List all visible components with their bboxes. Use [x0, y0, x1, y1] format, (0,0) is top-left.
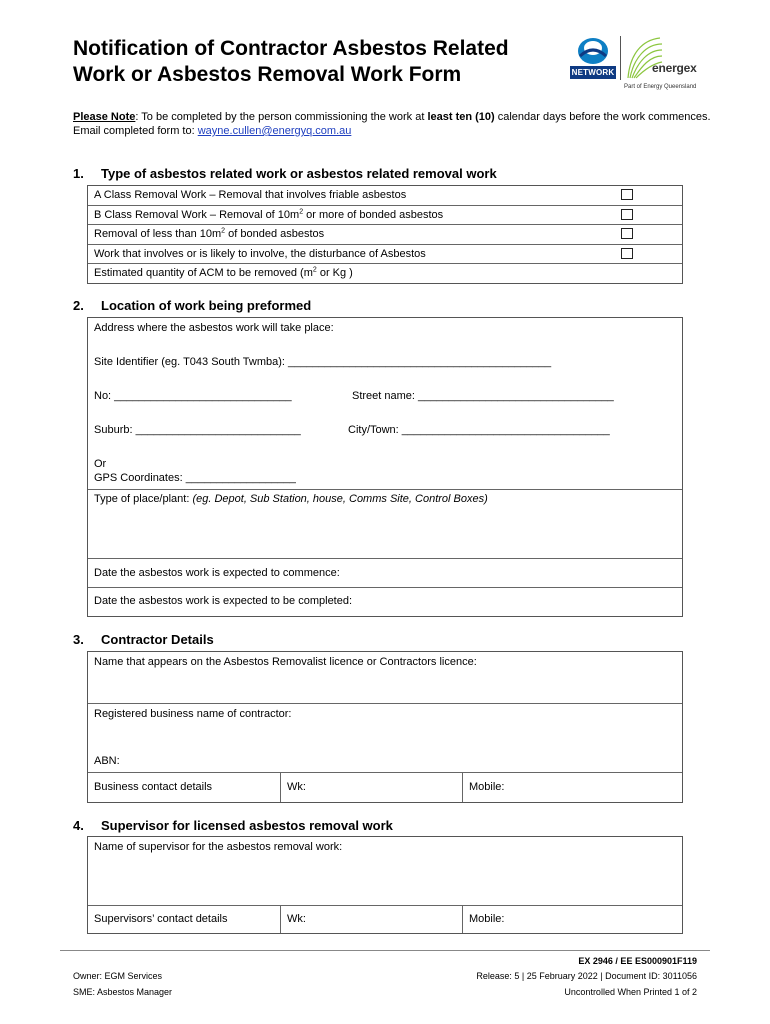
address-cell[interactable] [88, 318, 682, 490]
section-4-title: Supervisor for licensed asbestos removal work [101, 818, 393, 833]
section-1-title: Type of asbestos related work or asbestos related removal work [101, 166, 497, 181]
release-text: Release: 5 | 25 February 2022 | Document ID: 3011056 [476, 971, 697, 981]
energex-logo-text: energex [652, 61, 697, 75]
supervisor-wk-field[interactable]: Wk: [287, 913, 306, 925]
section-4-number: 4. [73, 818, 84, 833]
section-2-table [87, 317, 683, 617]
city-town-field[interactable]: City/Town: __________________________________ [348, 424, 610, 436]
cell-divider [462, 906, 463, 933]
commence-date-label: Date the asbestos work is expected to commence: [94, 567, 340, 579]
business-contact-label: Business contact details [94, 781, 213, 793]
place-type-label: Type of place/plant: (eg. Depot, Sub Station, house, Comms Site, Control Boxes) [94, 493, 488, 505]
note-text-before: : To be completed by the person commissioning the work at [135, 111, 428, 123]
uncontrolled-text: Uncontrolled When Printed 1 of 2 [564, 987, 697, 997]
licence-name-label: Name that appears on the Asbestos Removalist licence or Contractors licence: [94, 656, 477, 668]
section-4-table [87, 836, 683, 934]
work-type-less-label: Removal of less than $10m^2$ of bonded asbestos [94, 227, 325, 240]
section-2-heading [73, 298, 311, 314]
supervisor-contact-label: Supervisors’ contact details [94, 913, 228, 925]
section-3-number: 3. [73, 632, 84, 647]
logo-tagline: Part of Energy Queensland [624, 84, 697, 90]
work-type-row [88, 225, 682, 245]
supervisor-name-cell[interactable] [88, 837, 682, 906]
supervisor-name-label: Name of supervisor for the asbestos removal work: [94, 841, 343, 853]
section-3-table [87, 651, 683, 803]
work-type-b-checkbox[interactable] [621, 209, 633, 220]
note-bold-text: least ten (10) [427, 111, 495, 123]
place-type-example: (eg. Depot, Sub Station, house, Comms Site, Control Boxes) [192, 493, 488, 505]
work-type-disturbance-checkbox[interactable] [621, 248, 633, 259]
street-number-field[interactable]: No: _____________________________ [94, 390, 292, 402]
ergon-logo [570, 36, 614, 80]
page-title [73, 36, 563, 88]
acm-quantity-row[interactable] [88, 264, 682, 284]
note-label: Please Note [73, 111, 136, 123]
work-type-disturbance-label: Work that involves or is likely to involve, the disturbance of Asbestos [94, 248, 426, 260]
section-3-title: Contractor Details [101, 632, 214, 647]
street-name-field[interactable]: Street name: ________________________________ [352, 390, 614, 402]
ergon-emblem-icon [570, 36, 616, 66]
work-type-row [88, 186, 682, 206]
or-label: Or [94, 458, 107, 470]
title-line-2: Work or Asbestos Removal Work Form [73, 63, 462, 86]
abn-label: ABN: [94, 755, 120, 767]
email-link[interactable]: wayne.cullen@energyq.com.au [197, 125, 352, 137]
supervisor-contact-row [88, 906, 682, 933]
business-wk-field[interactable]: Wk: [287, 781, 306, 793]
work-type-row [88, 245, 682, 264]
ergon-logo-text: NETWORK [571, 68, 615, 77]
section-2-title: Location of work being preformed [101, 298, 312, 313]
address-label: Address where the asbestos work will take place: [94, 322, 334, 334]
complete-date-cell[interactable] [88, 588, 682, 616]
note-text-after: calendar days before the work commences. [494, 111, 711, 123]
document-code: EX 2946 / EE ES000901F119 [578, 956, 697, 966]
cell-divider [280, 773, 281, 802]
site-identifier-field[interactable]: Site Identifier (eg. T043 South Twmba): ___________________________________________ [94, 356, 552, 368]
sme-text: SME: Asbestos Manager [73, 987, 173, 997]
section-1-table [87, 185, 683, 284]
supervisor-mobile-field[interactable]: Mobile: [469, 913, 505, 925]
work-type-less-checkbox[interactable] [621, 228, 633, 239]
section-2-number: 2. [73, 298, 84, 313]
place-type-cell[interactable] [88, 490, 682, 559]
email-prefix: Email completed form to: [73, 125, 198, 137]
section-4-heading [73, 818, 393, 834]
section-3-heading [73, 632, 214, 648]
owner-text: Owner: EGM Services [73, 971, 163, 981]
licence-name-cell[interactable] [88, 652, 682, 704]
footer-divider [60, 950, 710, 951]
section-1-heading [73, 166, 497, 182]
section-1-number: 1. [73, 166, 84, 181]
please-note [73, 110, 713, 138]
cell-divider [462, 773, 463, 802]
work-type-b-label: B Class Removal Work – Removal of $10m^2$ or more of bonded asbestos [94, 208, 444, 221]
logo-divider [620, 36, 621, 80]
commence-date-cell[interactable] [88, 559, 682, 588]
work-type-a-checkbox[interactable] [621, 189, 633, 200]
business-contact-row [88, 773, 682, 802]
business-name-label: Registered business name of contractor: [94, 708, 292, 720]
complete-date-label: Date the asbestos work is expected to be completed: [94, 595, 353, 607]
title-line-1: Notification of Contractor Asbestos Related [73, 37, 509, 60]
business-name-cell[interactable] [88, 704, 682, 773]
gps-coordinates-field[interactable]: GPS Coordinates: __________________ [94, 472, 296, 484]
suburb-field[interactable]: Suburb: ___________________________ [94, 424, 301, 436]
work-type-row [88, 206, 682, 225]
work-type-a-label: A Class Removal Work – Removal that involves friable asbestos [94, 189, 407, 201]
acm-quantity-label: Estimated quantity of ACM to be removed ($m^2$ or Kg ) [94, 266, 353, 279]
cell-divider [280, 906, 281, 933]
company-logos [566, 34, 706, 96]
business-mobile-field[interactable]: Mobile: [469, 781, 505, 793]
